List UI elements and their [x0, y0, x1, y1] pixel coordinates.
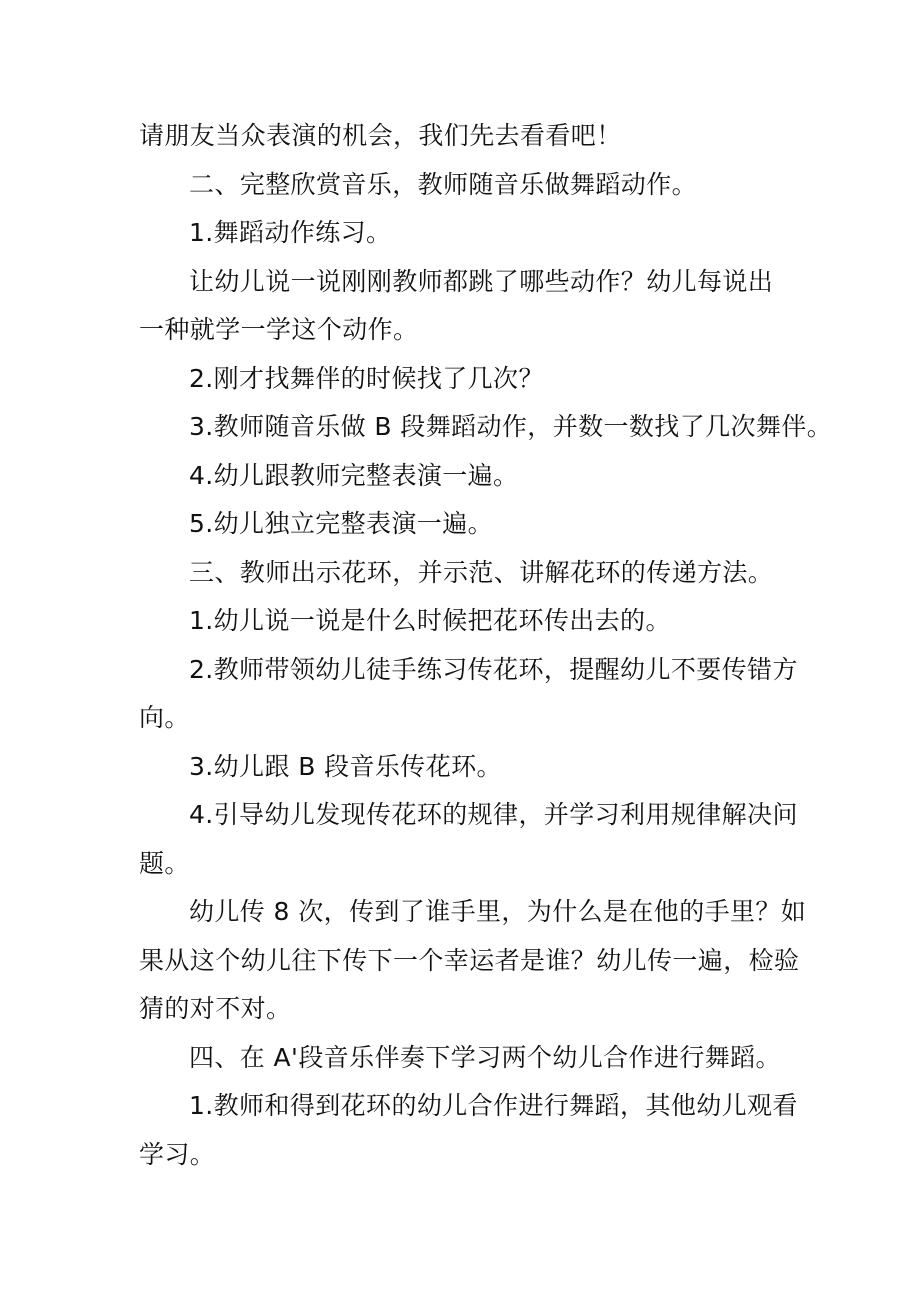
list-item: 1.幼儿说一说是什么时候把花环传出去的。 [189, 606, 671, 635]
list-item: 1.教师和得到花环的幼儿合作进行舞蹈，其他幼儿观看 [189, 1091, 798, 1120]
text-line: 猜的对不对。 [139, 994, 292, 1023]
list-item: 1.舞蹈动作练习。 [189, 218, 392, 247]
text-line: 让幼儿说一说刚刚教师都跳了哪些动作？幼儿每说出 [189, 266, 774, 296]
text-line: 一种就学一学这个动作。 [139, 315, 419, 344]
list-item: 2.刚才找舞伴的时候找了几次？ [189, 363, 544, 393]
section-heading: 二、完整欣赏音乐，教师随音乐做舞蹈动作。 [189, 169, 698, 199]
text-line: 幼儿传 8 次，传到了谁手里，为什么是在他的手里？如 [189, 897, 807, 926]
list-item: 2.教师带领幼儿徒手练习传花环，提醒幼儿不要传错方 [189, 654, 798, 684]
section-heading: 四、在 A'段音乐伴奏下学习两个幼儿合作进行舞蹈。 [189, 1042, 781, 1072]
list-item: 5.幼儿独立完整表演一遍。 [189, 509, 494, 538]
list-item: 3.幼儿跟 B 段音乐传花环。 [189, 751, 502, 781]
text-line: 果从这个幼儿往下传下一个幸运者是谁？幼儿传一遍，检验 [139, 945, 800, 975]
list-item: 4.幼儿跟教师完整表演一遍。 [189, 460, 519, 490]
list-item: 3.教师随音乐做 B 段舞蹈动作，并数一数找了几次舞伴。 [189, 412, 833, 441]
text-line: 题。 [139, 848, 190, 878]
section-heading: 三、教师出示花环，并示范、讲解花环的传递方法。 [189, 557, 774, 587]
list-item: 4.引导幼儿发现传花环的规律，并学习利用规律解决问 [189, 800, 798, 829]
text-line: 向。 [139, 703, 190, 732]
document-body [139, 112, 833, 1179]
text-line: 请朋友当众表演的机会，我们先去看看吧！ [139, 121, 622, 150]
text-line: 学习。 [139, 1139, 216, 1169]
